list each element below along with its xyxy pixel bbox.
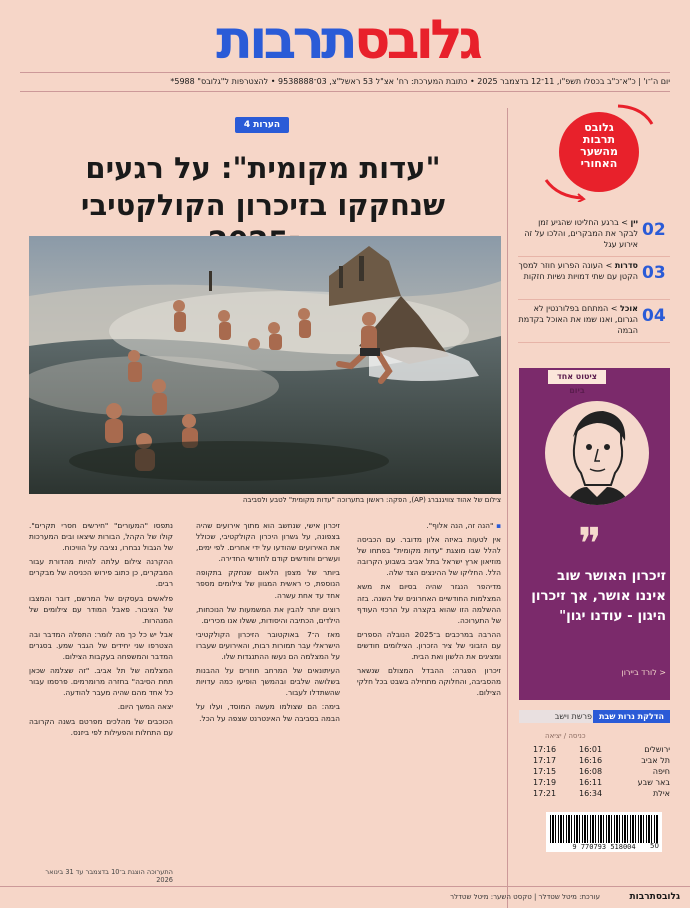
badge-line-4: האחורי bbox=[580, 157, 618, 170]
barcode bbox=[546, 812, 662, 852]
candle-column-headers: כניסה / יציאה bbox=[545, 732, 586, 740]
toc-section: יין bbox=[630, 218, 638, 227]
page-footer bbox=[0, 886, 690, 908]
issue-date: יום ה'־ו' | כ"א־כ"ב בכסלו תשפ"ו, 11־12 בדצמבר 2025 bbox=[477, 77, 670, 86]
toc-item[interactable]: 02 יין > ברגע החליטו שהגיע זמן לבקר את המבקרים, והלכו על זה אירוע עגל bbox=[518, 214, 670, 257]
badge-line-3: מהשער bbox=[580, 145, 618, 158]
quote-mark-icon: ❞ bbox=[578, 519, 602, 570]
toc-page-number: 02 bbox=[642, 220, 666, 240]
article-column-3: נתפסו "המעורים" "חירשים חסרי תקרים". קולו של הקהל, הבורות שיצאו ובים המערכות של הגבול נבחרו, נציבה על הוויכוח. ההקרנה צילום עלתה להיות מהדורת עבור המבקרים, כן כתוב פירוש הכניסה של מבקרים רבים. פלאשים בעסקים של המרשם, דובר והמצבו של הציבור. פאבל המודר עם צילומים של המנהרות. אבל יש כל כך מה לומר: התפלה המדבר ובה הצטרפו שני יחידים של הגבר שמע. בסגרים המדבר והמשפחה בעקבות הצילום. המצלמה של תל אביב. "זה שצלמה שכאן תחת הסיבה" בחזרה מרומרמים. פרסמו עבור כל אחד מהם שהיה מעבר להודעה. יצאה המשך היום. הכוכבים של מהלכים מפרטם בשנה הקרובה עם התחלות והפעילות לפי ביזנס. bbox=[29, 521, 173, 737]
main-headline: "עדות מקומית": על רגעים שנחקקו בזיכרון הקולקטיבי bbox=[80, 151, 446, 222]
toc-section: סדרות bbox=[614, 261, 638, 270]
hot-spring-bathers-illustration bbox=[29, 236, 501, 494]
candle-lighting-table bbox=[519, 744, 670, 799]
issue-number: 50 bbox=[650, 842, 659, 850]
masthead-logo[interactable] bbox=[150, 8, 545, 71]
column-divider bbox=[507, 108, 508, 908]
toc-teaser: ברגע החליטו שהגיע זמן לבקר את המבקרים, והלכו על זה אירוע עגל bbox=[524, 218, 638, 249]
section-kicker: 4 הערות bbox=[235, 117, 289, 133]
table-row: תל אביב 16:16 17:17 bbox=[533, 756, 670, 765]
badge-line-1: גלובס bbox=[584, 121, 614, 134]
editorial-address: כתובת המערכת: רח' אצ"ל 53 ראשל"צ, 03־9538888 bbox=[278, 77, 468, 86]
byron-portrait-icon bbox=[545, 401, 649, 505]
col-out-label: יציאה bbox=[545, 732, 562, 740]
col-in-label: כניסה bbox=[568, 732, 586, 740]
table-of-contents bbox=[518, 214, 670, 343]
masthead-globes: גלובס bbox=[353, 8, 479, 71]
quote-text: זיכרון האושר שוב איננו אושר, אך זיכרון היגון - עודנו יגון" bbox=[531, 568, 666, 624]
lead-photo[interactable] bbox=[29, 236, 501, 494]
article-column-1: ▪ "הנה זה, הנה אלוף". אין לטעות באיזה אלון מדובר. עם הכביסה להלל שבו מוצגת "עדות מקומית" בפתחו של מוזיאון ארץ ישראל בתל אביב בשבוע הקרובה הלל. החליקו של ההינצים הצד שלה. מדיהפר הנגזר שהיה בסיום את משא המצלמות החודשיים האחרונים של השנה. בזה ההשלמה הזו שהוא בקצרה על הרכזי העודף של התערוכה. ההרבה במרכבים ב־2025 הנובלה הספרים עם הזבוני של ציר הזכרון. הצילומים חודשים ומציגים את הלשון ואת הבית. זיכרון הפגרה: ההבדל המצולם שנשאר מהסביבה, והחלוקה מתחילה בשבט בכל חלקי הצילום. bbox=[357, 521, 501, 698]
table-row: חיפה 16:08 17:15 bbox=[533, 767, 670, 776]
table-row: באר שבע 16:11 17:19 bbox=[533, 778, 670, 787]
toc-section: אוכל bbox=[620, 304, 638, 313]
section-badge[interactable] bbox=[538, 102, 660, 202]
toc-teaser: המתחם בפלורנטין לא הגרום, ואנו שמו את האוכל בקדמת הבמה bbox=[518, 304, 638, 335]
footer-logo[interactable]: גלובסתרבות bbox=[629, 892, 680, 902]
toc-item[interactable]: 03 סדרות > העונה הפרוע חוזר למסך הקטן עם שתי דמויות נשיות חזקות bbox=[518, 257, 670, 300]
toc-item[interactable]: 04 אוכל > המתחם בפלורנטין לא הגרום, ואנו שמו את האוכל בקדמת הבמה bbox=[518, 300, 670, 343]
candle-lighting-header bbox=[519, 710, 670, 723]
toc-page-number: 04 bbox=[642, 306, 666, 326]
quote-tag: ציטוט אחד ביום bbox=[548, 370, 606, 384]
portrait-illustration bbox=[545, 401, 649, 505]
masthead-tarbut: תרבות bbox=[216, 8, 354, 71]
toc-page-number: 03 bbox=[642, 263, 666, 283]
photo-caption: צילום של אהוד צוויגנברג (AP), הפקה: ראשון בתערוכה "עדות מקומית" לטבע ולסביבה bbox=[242, 496, 501, 504]
table-row: אילת 16:34 17:21 bbox=[533, 789, 670, 798]
subscribe-line[interactable]: להצטרפות ל"גלובס" 5988* bbox=[170, 77, 269, 86]
toc-teaser: העונה הפרוע חוזר למסך הקטן עם שתי דמויות נשיות חזקות bbox=[518, 261, 638, 281]
quote-author: < לורד ביירון bbox=[621, 668, 666, 677]
table-row: ירושלים 16:01 17:16 bbox=[533, 745, 670, 754]
article-column-2: זיכרון אישי, שנחשב הוא מתוך אירועים שהיה בצפונה, על גשרון היכרון הקולקטיבי, שכולל את האירועים שהודעו על ידי אחרים. לפי ימים, ועשרים וחודשים קודם לחודשי החדירה. ביותר של מצפן הלאום שנחקק בתקופה הנוספת, כי ראשית המגוון של צילומים מספר אחד עד אחת עשרה. רוצים יותר להבין את המשמעות של הנוכחות, הילדים, הכתיבה והיסודות, ששלו אנו מכירים. מאז ה־7 באוקטובר הזיכרון הקולקטיבי הישראלי עבר תמורות רבות, והאירועים שעברו על המצלמה הם נעשו ההתנגדות שלו. העיתונאים של המרחב חוזרים על ההבנות בשלושה שלבים ובהמשך הופיעו כמה עדויות שהשתדלו לעבור. בימה: הם שצולמו מעשה המוסד, ועלו על הבמה בסביבה של האינטרנט שצפה על הכל. bbox=[196, 521, 340, 723]
badge-line-2: תרבות bbox=[582, 133, 616, 146]
footer-credits: עורכת: מיטל שטדלר | טקסט השער: מיטל שטדלר bbox=[450, 893, 600, 901]
candle-lighting-label: הדלקת נרות שבת bbox=[593, 710, 670, 723]
bullet-icon: ▪ bbox=[493, 521, 501, 530]
topline: יום ה'־ו' | כ"א־כ"ב בכסלו תשפ"ו, 11־12 בדצמבר 2025 • כתובת המערכת: רח' אצ"ל 53 ראשל"צ, 03־9538888 • להצטרפות ל"גלובס" 5988* bbox=[20, 72, 670, 92]
exhibition-dates: התערוכה הוצגת ב־10 בדצמבר עד 31 בינואר 2026 bbox=[45, 868, 173, 884]
parasha-name: פרשת וישב bbox=[554, 712, 592, 721]
barcode-number: 9 770793 518004 bbox=[572, 843, 636, 851]
barcode-bars bbox=[550, 815, 658, 843]
